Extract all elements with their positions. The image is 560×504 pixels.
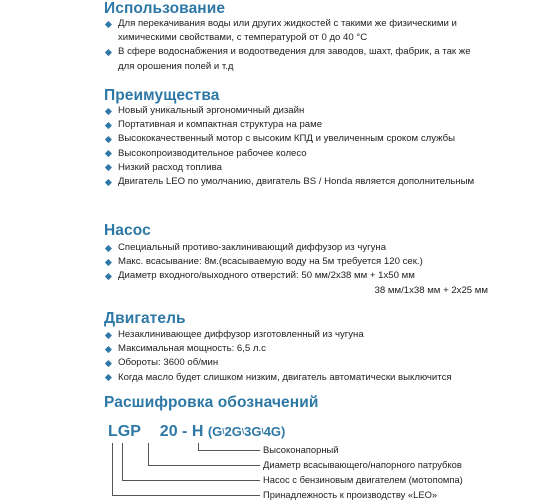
code-variant-1: (G bbox=[207, 424, 223, 439]
list-item: Высокопроизводительное рабочее колесо bbox=[104, 147, 488, 161]
code-separator: \ bbox=[261, 427, 264, 437]
advantages-list bbox=[104, 104, 488, 189]
bracket-line bbox=[122, 443, 123, 481]
list-item: Новый уникальный эргономичный дизайн bbox=[104, 104, 488, 118]
list-item: Обороты: 3600 об/мин bbox=[104, 356, 488, 370]
code-diameter: 20 bbox=[159, 423, 178, 440]
list-item: В сфере водоснабжения и водоотведения для заводов, шахт, фабрик, а так же для орошения полей и т.д bbox=[104, 45, 488, 73]
legend-head: Высоконапорный bbox=[263, 444, 339, 455]
list-item: Для перекачивания воды или других жидкостей с такими же физическими и химическими свойствами, с температурой от 0 до 40 °С bbox=[104, 17, 488, 45]
code-variant-3: 3G bbox=[244, 424, 262, 439]
engine-list bbox=[104, 328, 488, 385]
list-item: Двигатель LEO по умолчанию, двигатель BS / Honda является дополнительным bbox=[104, 175, 488, 189]
legend-brand: Принадлежность к производству «LEO» bbox=[263, 489, 438, 500]
legend-diameter: Диаметр всасывающего/напорного патрубков bbox=[263, 459, 462, 470]
advantages-heading: Преимущества bbox=[104, 87, 220, 104]
code-separator: \ bbox=[222, 427, 225, 437]
usage-heading: Использование bbox=[104, 0, 226, 17]
bracket-line bbox=[112, 443, 113, 496]
model-code bbox=[108, 423, 285, 441]
list-item: Специальный противо-заклинивающий диффузор из чугуна bbox=[104, 241, 488, 255]
decoding-heading: Расшифровка обозначений bbox=[104, 394, 319, 411]
bracket-line bbox=[148, 465, 260, 466]
pump-list bbox=[104, 241, 548, 298]
code-head: H bbox=[191, 423, 204, 440]
code-separator: \ bbox=[241, 427, 245, 437]
list-item: Портативная и компактная структура на раме bbox=[104, 118, 488, 132]
bracket-line bbox=[122, 480, 260, 481]
list-item: Низкий расход топлива bbox=[104, 161, 488, 175]
list-item: Макс. всасывание: 8м.(всасываемую воду на 5м требуется 120 сек.) bbox=[104, 255, 488, 269]
code-variant-4: 4G) bbox=[263, 424, 286, 439]
code-dash: - bbox=[182, 423, 188, 440]
bracket-line bbox=[112, 495, 260, 496]
list-item: Высококачественный мотор с высоким КПД и увеличенным сроком службы bbox=[104, 132, 488, 146]
list-item: Когда масло будет слишком низким, двигатель автоматически выключится bbox=[104, 371, 488, 385]
usage-list bbox=[104, 17, 488, 74]
list-item-continuation: 38 мм/1х38 мм + 2х25 мм bbox=[374, 284, 488, 296]
list-item: Незаклинивающее диффузор изготовленный из чугуна bbox=[104, 328, 488, 342]
bracket-line bbox=[198, 450, 260, 451]
list-item: Диаметр входного/выходного отверстий: 50 мм/2х38 мм + 1х50 мм bbox=[104, 269, 488, 283]
list-item: Максимальная мощность: 6,5 л.с bbox=[104, 342, 488, 356]
engine-heading: Двигатель bbox=[104, 310, 186, 327]
code-brand: LGP bbox=[108, 423, 141, 440]
code-variant-2: 2G bbox=[224, 424, 242, 439]
bracket-line bbox=[148, 443, 149, 466]
legend-engine: Насос с бензиновым двигателем (мотопомпа) bbox=[263, 474, 463, 485]
pump-heading: Насос bbox=[104, 222, 151, 239]
